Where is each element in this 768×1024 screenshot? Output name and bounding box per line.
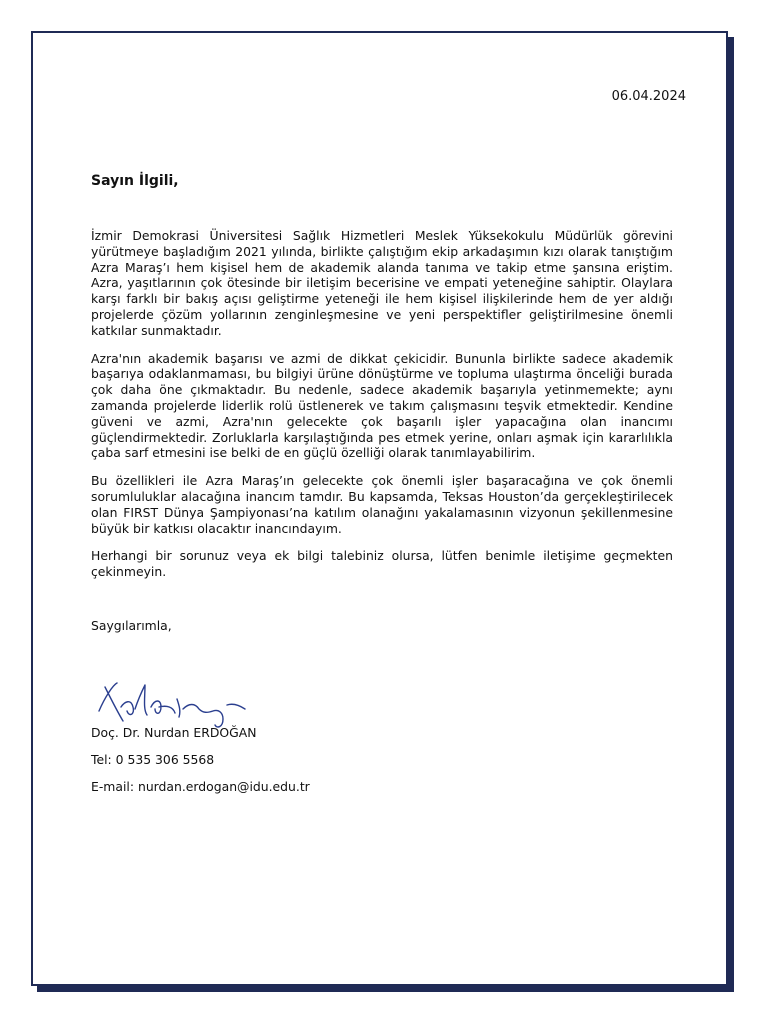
body-paragraph-2: Azra'nın akademik başarısı ve azmi de dikkat çekicidir. Bununla birlikte sadece akademik başarıya odaklanmaması, bu bilgiyi ürüne dönüştürme ve topluma ulaştırma önceliği burada çok daha öne çıkmaktadır. Bu nedenle, sadece akademik başarıyla yetinmemekte; aynı zamanda projelerde liderlik rolü üstlenerek ve takım çalışmasını teşvik etmektedir. Kendine güveni ve azmi, Azra'nın gelecekte çok başarılı işler yapacağına olan inancımı güçlendirmektedir. Zorluklarla karşılaştığında pes etmek yerine, onları aşmak için kararlılıkla çaba sarf etmesini ise belki de en güçlü özelliği olarak tanımlayabilirim. xyxy=(91,350,673,461)
signer-phone: Tel: 0 535 306 5568 xyxy=(91,752,215,767)
handwritten-signature xyxy=(95,677,255,729)
body-paragraph-4: Herhangi bir sorunuz veya ek bilgi talebiniz olursa, lütfen benimle iletişime geçmekten çekinmeyin. xyxy=(91,548,673,580)
signer-block xyxy=(91,725,310,806)
signer-email: E-mail: nurdan.erdogan@idu.edu.tr xyxy=(91,779,310,794)
body-paragraph-3: Bu özellikleri ile Azra Maraş’ın gelecekte çok önemli işler başaracağına ve çok önemli sorumluluklar alacağına inancım tamdır. Bu kapsamda, Teksas Houston’da gerçekleştirilecek olan FIRST Dünya Şampiyonası’na katılım olanağını yakalamasının vizyonun şekillenmesine büyük bir katkısı olacaktır inancındayım. xyxy=(91,473,673,536)
body-paragraph-1: İzmir Demokrasi Üniversitesi Sağlık Hizmetleri Meslek Yüksekokulu Müdürlük görevini yürütmeye başladığım 2021 yılında, birlikte çalıştığım ekip arkadaşımın kızı olarak tanıştığım Azra Maraş’ı hem kişisel hem de akademik alanda tanıma ve takip etme şansına eriştim. Azra, yaşıtlarının çok ötesinde bir iletişim becerisine ve empati yeteneğine sahiptir. Olaylara karşı farklı bir bakış açısı geliştirme yeteneği ile hem kişisel ilişkilerinde hem de yer aldığı projelerde çözüm yollarının zenginleşmesine ve yeni perspektifler geliştirilmesine önemli katkılar sunmaktadır. xyxy=(91,228,673,338)
letter-body xyxy=(91,228,673,592)
letter-date: 06.04.2024 xyxy=(611,89,686,104)
signer-name: Doç. Dr. Nurdan ERDOĞAN xyxy=(91,725,257,740)
salutation: Sayın İlgili, xyxy=(91,173,179,189)
letter-page xyxy=(31,31,728,986)
closing: Saygılarımla, xyxy=(91,618,172,633)
